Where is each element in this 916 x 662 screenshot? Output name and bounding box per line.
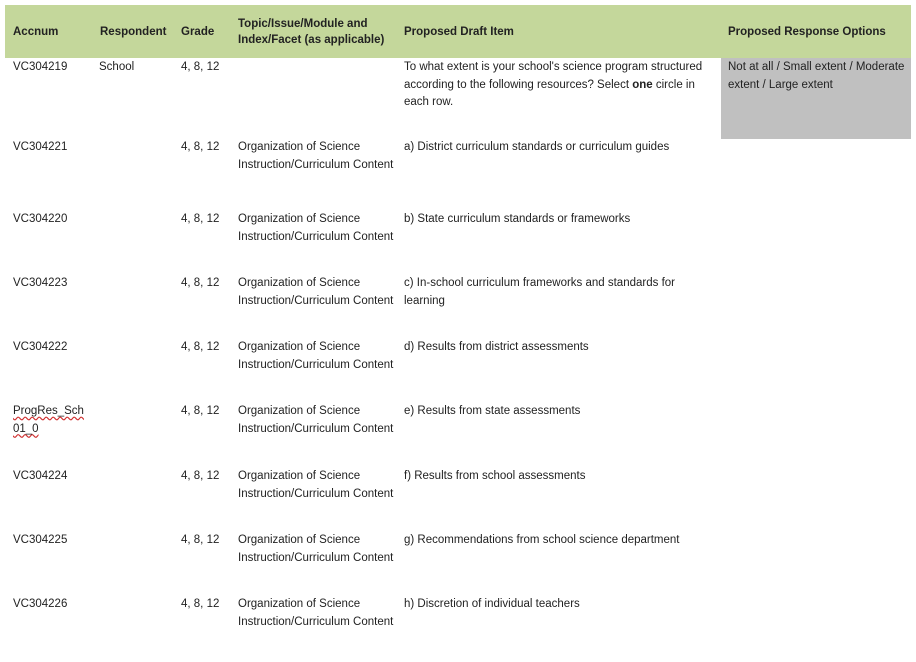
table-header (5, 5, 911, 58)
topic-cell: Organization of Science Instruction/Curriculum Content (238, 534, 394, 564)
item-cell: a) District curriculum standards or curriculum guides (404, 141, 670, 153)
item-stem-text-end: circle in each row. (404, 78, 695, 108)
topic-cell: Organization of Science Instruction/Curriculum Content (238, 470, 394, 500)
grade-cell: 4, 8, 12 (181, 341, 220, 353)
grade-cell: 4, 8, 12 (181, 141, 220, 153)
table-row (0, 468, 916, 528)
header-respondent: Respondent (100, 26, 167, 38)
grade-cell: 4, 8, 12 (181, 213, 220, 225)
respondent-cell: School (99, 61, 135, 73)
accnum-cell: VC304220 (13, 213, 68, 225)
table-row (0, 403, 916, 463)
header-topic: Topic/Issue/Module and Index/Facet (as applicable) (238, 18, 385, 46)
item-cell: e) Results from state assessments (404, 405, 581, 417)
grade-cell: 4, 8, 12 (181, 405, 220, 417)
item-stem-emphasis: one (632, 78, 653, 91)
accnum-cell: VC304219 (13, 61, 68, 73)
table-row-stem (0, 59, 916, 119)
topic-cell: Organization of Science Instruction/Curriculum Content (238, 141, 394, 171)
item-cell: c) In-school curriculum frameworks and standards for learning (404, 277, 675, 307)
item-cell: h) Discretion of individual teachers (404, 598, 580, 610)
accnum-cell: VC304226 (13, 598, 68, 610)
topic-cell: Organization of Science Instruction/Curriculum Content (238, 277, 394, 307)
response-options-text: Not at all / Small extent / Moderate extent / Large extent (728, 61, 905, 91)
accnum-cell (13, 403, 85, 438)
table-row (0, 596, 916, 656)
grade-cell: 4, 8, 12 (181, 61, 220, 73)
table-row (0, 275, 916, 335)
item-cell: g) Recommendations from school science department (404, 534, 680, 546)
accnum-cell: VC304225 (13, 534, 68, 546)
accnum-cell: VC304222 (13, 341, 68, 353)
topic-cell: Organization of Science Instruction/Curriculum Content (238, 213, 394, 243)
header-response-options: Proposed Response Options (728, 26, 886, 38)
item-stem-cell (404, 59, 710, 112)
accnum-cell: VC304221 (13, 141, 68, 153)
topic-cell: Organization of Science Instruction/Curriculum Content (238, 341, 394, 371)
item-cell: f) Results from school assessments (404, 470, 586, 482)
topic-cell: Organization of Science Instruction/Curriculum Content (238, 598, 394, 628)
header-grade: Grade (181, 26, 215, 38)
accnum-text: ProgRes_Sch01_0 (13, 405, 84, 435)
item-cell: d) Results from district assessments (404, 341, 589, 353)
accnum-cell: VC304224 (13, 470, 68, 482)
grade-cell: 4, 8, 12 (181, 598, 220, 610)
accnum-cell: VC304223 (13, 277, 68, 289)
header-proposed-item: Proposed Draft Item (404, 26, 514, 38)
grade-cell: 4, 8, 12 (181, 277, 220, 289)
table-row (0, 532, 916, 592)
item-cell: b) State curriculum standards or frameworks (404, 213, 631, 225)
grade-cell: 4, 8, 12 (181, 534, 220, 546)
header-accnum: Accnum (13, 26, 59, 38)
item-stem-text: To what extent is your school's science program structured according to the following resources? Select (404, 61, 703, 91)
table-row (0, 211, 916, 271)
grade-cell: 4, 8, 12 (181, 470, 220, 482)
table-row (0, 139, 916, 199)
table-row (0, 339, 916, 399)
topic-cell: Organization of Science Instruction/Curriculum Content (238, 405, 394, 435)
